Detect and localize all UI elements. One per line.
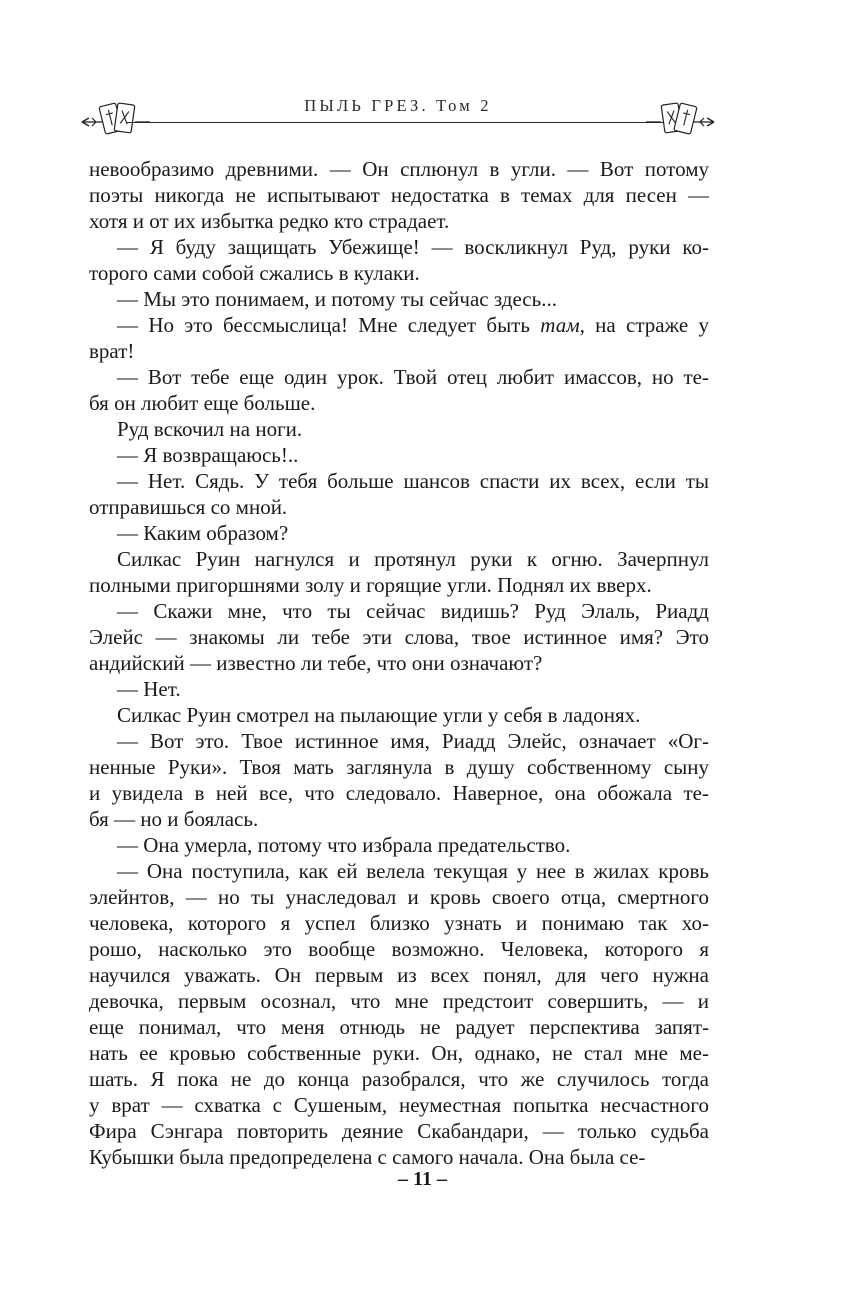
header-rule: [126, 122, 670, 123]
text-line: поэты никогда не испытывают недостатка в темах для песен —: [89, 183, 709, 207]
text-line: врат!: [89, 339, 135, 363]
text-line: отправишься со мной.: [89, 495, 288, 519]
text-line: — Я буду защищать Убежище! — воскликнул Руд, руки ко-: [117, 235, 709, 259]
running-header: [86, 96, 710, 140]
text-line: девочка, первым осознал, что мне предстоит совершить, — и: [89, 989, 709, 1013]
text-line: элейнтов, — но ты унаследовал и кровь своего отца, смертного: [89, 885, 709, 909]
text-line: рошо, насколько это вообще возможно. Человека, которого я: [89, 937, 709, 961]
text-line: — Каким образом?: [117, 521, 289, 545]
running-title: ПЫЛЬ ГРЕЗ. Том 2: [304, 96, 492, 115]
text-line: Элейс — знакомы ли тебе эти слова, твое истинное имя? Это: [89, 625, 709, 649]
text-line: торого сами собой сжались в кулаки.: [89, 261, 420, 285]
text-line: невообразимо древними. — Он сплюнул в угли. — Вот потому: [89, 157, 709, 181]
text-line: Руд вскочил на ноги.: [117, 417, 303, 441]
text-line: нать ее кровью собственные руки. Он, однако, не стал мне ме-: [89, 1041, 709, 1065]
text-line: — Нет.: [117, 677, 181, 701]
text-line: — Скажи мне, что ты сейчас видишь? Руд Элаль, Риадд: [117, 599, 709, 623]
text-line: — Мы это понимаем, и потому ты сейчас здесь...: [117, 287, 557, 311]
text-line: андийский — известно ли тебе, что они означают?: [89, 651, 543, 675]
text-line: у врат — схватка с Сушеным, неуместная попытка несчастного: [89, 1093, 709, 1117]
text-line: полными пригоршнями золу и горящие угли. Поднял их вверх.: [89, 573, 652, 597]
text-line: и увидела в ней все, что следовало. Наверное, она обожала те-: [89, 781, 709, 805]
text-line: бя он любит еще больше.: [89, 391, 316, 415]
playing-cards-ornament-icon: [646, 98, 716, 138]
text-line: — Нет. Сядь. У тебя больше шансов спасти их всех, если ты: [117, 469, 709, 493]
text-line: Фира Сэнгара повторить деяние Скабандари, — только судьба: [89, 1119, 709, 1143]
text-line: Кубышки была предопределена с самого начала. Она была се-: [89, 1145, 646, 1169]
text-line: человека, которого я успел близко узнать и понимаю так хо-: [89, 911, 709, 935]
text-line: ненные Руки». Твоя мать заглянула в душу собственному сыну: [89, 755, 709, 779]
text-line: — Я возвращаюсь!..: [117, 443, 299, 467]
text-line: еще понимал, что меня отнюдь не радует перспектива запят-: [89, 1015, 709, 1039]
text-line: — Она поступила, как ей велела текущая у нее в жилах кровь: [117, 859, 709, 883]
text-line: научился уважать. Он первым из всех понял, для чего нужна: [89, 963, 709, 987]
text-line: хотя и от их избытка редко кто страдает.: [89, 209, 450, 233]
page-number: – 11 –: [398, 1168, 447, 1190]
text-line: бя — но и боялась.: [89, 807, 259, 831]
page-text: [89, 156, 709, 1170]
text-line: — Вот это. Твое истинное имя, Риадд Элейс, означает «Ог-: [117, 729, 709, 753]
emphasis: там: [540, 313, 580, 337]
text-line: Силкас Руин нагнулся и протянул руки к огню. Зачерпнул: [117, 547, 709, 571]
text-line: шать. Я пока не до конца разобрался, что же случилось тогда: [89, 1067, 709, 1091]
text-line: — Вот тебе еще один урок. Твой отец любит имассов, но те-: [117, 365, 709, 389]
text-line: — Она умерла, потому что избрала предательство.: [117, 833, 571, 857]
text-line: Силкас Руин смотрел на пылающие угли у себя в ладонях.: [117, 703, 641, 727]
text-line: — Но это бессмыслица! Мне следует быть там, на страже у: [117, 313, 710, 337]
